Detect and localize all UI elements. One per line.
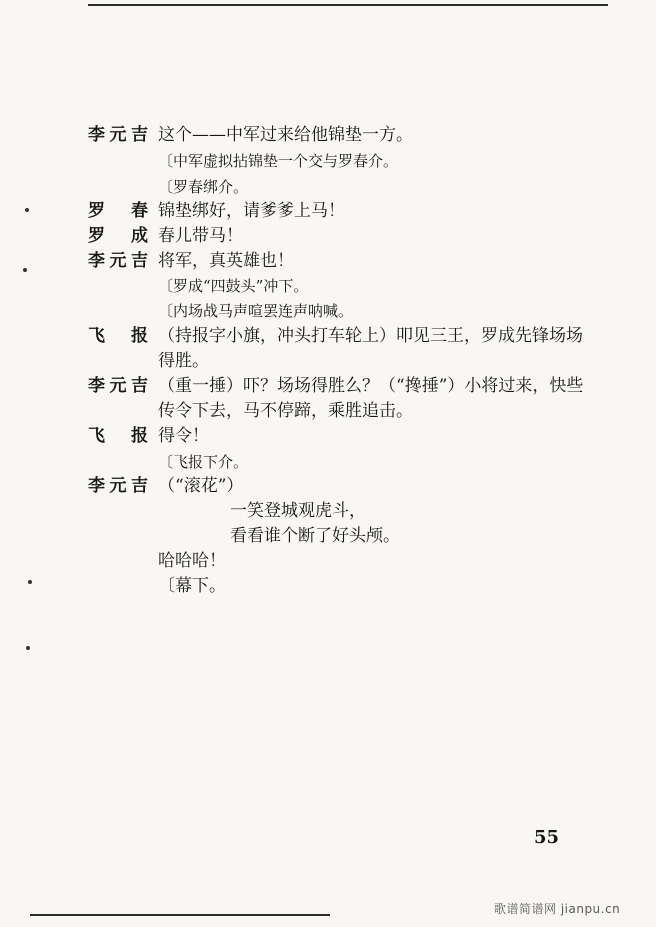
dialogue-text: （“滚花”） — [158, 476, 244, 496]
page-number: 55 — [534, 827, 560, 848]
dialogue-text: 将军，真英雄也！ — [158, 251, 294, 271]
dialogue-text: 传令下去，马不停蹄，乘胜追击。 — [158, 401, 413, 421]
stage-direction: 〔飞报下介。 — [158, 453, 249, 471]
speaker-name: 罗春 — [88, 201, 148, 221]
speaker-name: 罗成 — [88, 226, 148, 246]
stage-direction: 〔幕下。 — [158, 576, 226, 596]
speaker-name: 飞报 — [88, 326, 148, 346]
dialogue-text: （持报字小旗，冲头打车轮上）叩见三王，罗成先锋场场 — [158, 326, 583, 346]
speck — [25, 208, 29, 212]
verse-line: 看看谁个断了好头颅。 — [230, 526, 400, 546]
verse-line: 一笑登城观虎斗， — [230, 501, 366, 521]
speck — [28, 580, 32, 584]
dialogue-text: 哈哈哈！ — [158, 551, 226, 571]
dialogue-text: 春儿带马！ — [158, 226, 243, 246]
stage-direction: 〔中军虚拟拈锦垫一个交与罗春介。 — [158, 152, 399, 170]
dialogue-text: 锦垫绑好，请爹爹上马！ — [158, 201, 345, 221]
watermark: 歌谱简谱网 jianpu.cn — [494, 902, 621, 916]
speaker-name: 李元吉 — [88, 125, 148, 145]
stage-direction: 〔罗春绑介。 — [158, 178, 249, 196]
dialogue-text: （重一捶）吓？场场得胜么？（“搀捶”）小将过来，快些 — [158, 376, 584, 396]
speaker-name: 李元吉 — [88, 251, 148, 271]
speck — [23, 268, 27, 272]
stage-direction: 〔内场战马声喧罢连声呐喊。 — [158, 302, 354, 320]
top-rule — [88, 4, 608, 6]
dialogue-text: 这个——中军过来给他锦垫一方。 — [158, 125, 413, 145]
speck — [26, 646, 30, 650]
stage-direction: 〔罗成“四鼓头”冲下。 — [158, 277, 309, 295]
speaker-name: 李元吉 — [88, 476, 148, 496]
speaker-name: 李元吉 — [88, 376, 148, 396]
dialogue-text: 得令！ — [158, 426, 209, 446]
dialogue-text: 得胜。 — [158, 351, 209, 371]
speaker-name: 飞报 — [88, 426, 148, 446]
bottom-rule — [30, 914, 330, 916]
